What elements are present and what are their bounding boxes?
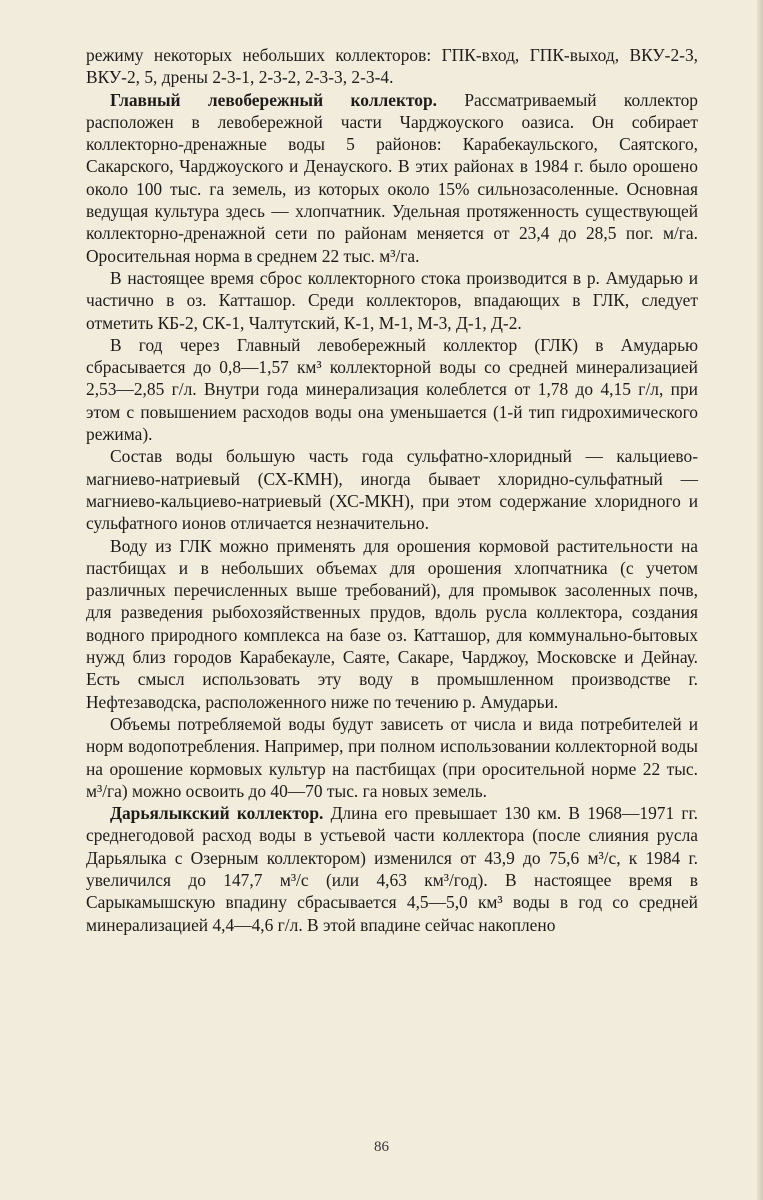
paragraph: В настоящее время сброс коллекторного стока производится в р. Амударью и частично в оз. Катташор. Среди коллекторов, впадающих в ГЛК, следует отметить КБ-2, СК-1, Чалтутский, К-1, М-1, М-3, Д-1, Д-2. (86, 267, 698, 333)
page-number: 86 (374, 1139, 389, 1155)
paragraph: Объемы потребляемой воды будут зависеть от числа и вида потребителей и норм водопотребления. Например, при полном использовании коллекторной воды на орошение кормовых культур на пастбищах (при оросительной норме 22 тыс. м³/га) можно освоить до 40—70 тыс. га новых земель. (86, 713, 698, 801)
section-heading: Дарьялыкский коллектор. (110, 803, 324, 824)
paragraph: В год через Главный левобережный коллектор (ГЛК) в Амударью сбрасывается до 0,8—1,57 км³ коллекторной воды со средней минерализацией 2,53—2,85 г/л. Внутри года минерализация колеблется от 1,78 до 4,15 г/л, при этом с повышением расходов воды она уменьшается (1-й тип гидрохимического режима). (86, 334, 698, 445)
page-text (86, 44, 698, 936)
paragraph-main-left-bank-collector (86, 89, 698, 267)
page-edge (757, 0, 763, 1200)
paragraph-continuation: режиму некоторых небольших коллекторов: ГПК-вход, ГПК-выход, ВКУ-2-3, ВКУ-2, 5, дрены 2-3-1, 2-3-2, 2-3-3, 2-3-4. (86, 45, 698, 88)
paragraph-body: Длина его превышает 130 км. В 1968—1971 гг. среднегодовой расход воды в устьевой части коллектора (после слияния русла Дарьялыка с Озерным коллектором) изменился от 43,9 до 75,6 м³/с, к 1984 г. увеличился до 147,7 м³/с (или 4,63 км³/год). В настоящее время в Сарыкамышскую впадину сбрасывается 4,5—5,0 км³ воды в год со средней минерализацией 4,4—4,6 г/л. В этой впадине сейчас накоплено (86, 803, 698, 935)
section-heading: Главный левобережный коллектор. (110, 89, 438, 110)
paragraph: Состав воды большую часть года сульфатно-хлоридный — кальциево-магниево-натриевый (СХ-КМН), иногда бывает хлоридно-сульфатный — магниево-кальциево-натриевый (ХС-МКН), при этом содержание хлоридного и сульфатного ионов отличается незначительно. (86, 446, 698, 534)
paragraph-daryalyk-collector (86, 802, 698, 936)
paragraph-body: Рассматриваемый коллектор расположен в левобережной части Чарджоуского оазиса. Он собирает коллекторно-дренажные воды 5 районов: Карабекаульского, Саятского, Сакарского, Чарджоуского и Денауского. В этих районах в 1984 г. было орошено около 100 тыс. га земель, из которых около 15% сильнозасоленные. Основная ведущая культура здесь — хлопчатник. Удельная протяженность существующей коллекторно-дренажной сети по районам меняется от 23,4 до 28,5 пог. м/га. Оросительная норма в среднем 22 тыс. м³/га. (86, 89, 698, 266)
paragraph: Воду из ГЛК можно применять для орошения кормовой растительности на пастбищах и в небольших объемах для орошения хлопчатника (с учетом различных перечисленных выше требований), для промывок засоленных почв, для разведения рыбохозяйственных прудов, вдоль русла коллектора, создания водного природного комплекса на базе оз. Катташор, для коммунально-бытовых нужд близ городов Карабекауле, Саяте, Сакаре, Чарджоу, Московске и Дейнау. Есть смысл использовать эту воду в промышленном производстве г. Нефтезаводска, расположенного ниже по течению р. Амударьи. (86, 535, 698, 712)
